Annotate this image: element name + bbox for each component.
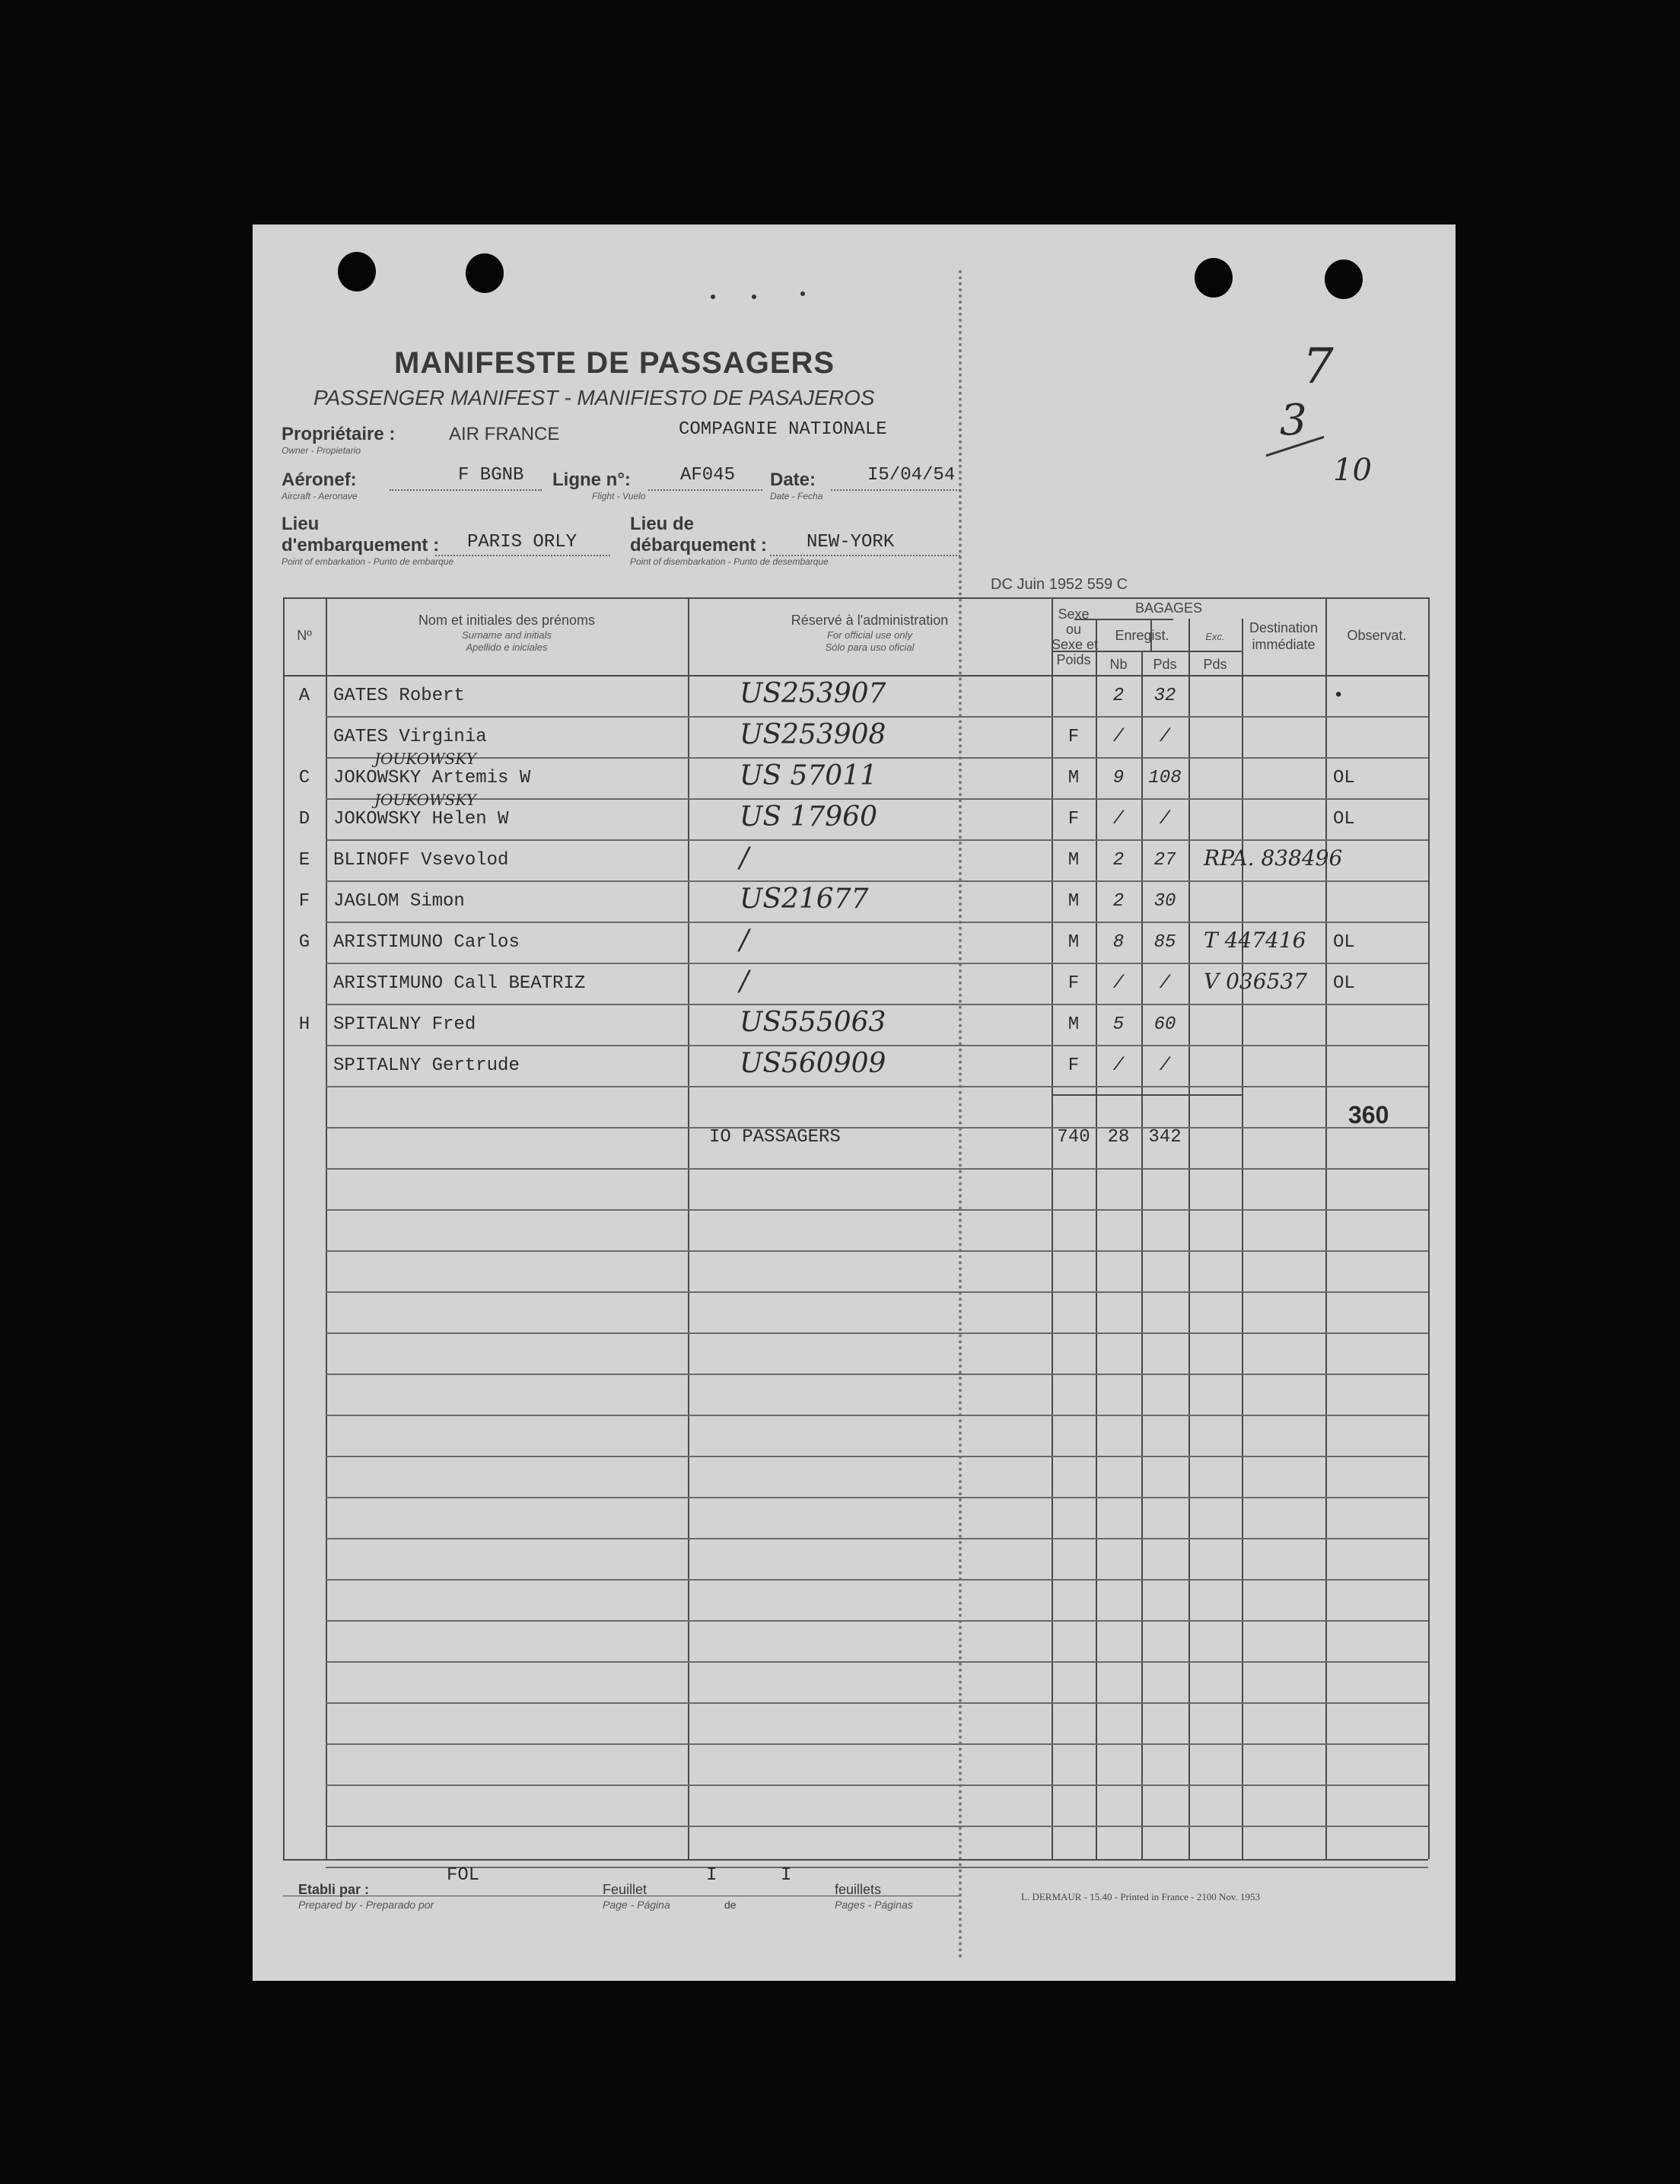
owner-value: AIR FRANCE	[449, 424, 560, 444]
row-divider	[326, 1538, 1428, 1539]
col-no: Nº	[297, 628, 312, 643]
col-pds: Pds	[1153, 657, 1177, 672]
row-divider	[326, 1867, 1428, 1868]
row-divider	[326, 839, 1428, 841]
form-title: MANIFESTE DE PASSAGERS	[394, 346, 835, 380]
col-name-sub2: Apellido e iniciales	[466, 642, 548, 653]
row-divider	[326, 1661, 1428, 1663]
prepared-sublabel: Prepared by - Preparado por	[298, 1899, 434, 1911]
sheet-label: Feuillet	[603, 1882, 648, 1897]
row-divider	[326, 1702, 1428, 1704]
row-divider	[326, 880, 1428, 882]
col-registered: Enregist.	[1115, 628, 1169, 643]
row-divider	[326, 1374, 1428, 1375]
col-sex-3: Sexe et	[1052, 637, 1099, 652]
baggage-weight: /	[1159, 973, 1171, 994]
row-divider	[326, 1497, 1428, 1498]
disembark-value: NEW-YORK	[807, 532, 895, 552]
row-divider	[326, 716, 1428, 718]
row-divider	[326, 1004, 1428, 1005]
passenger-name: SPITALNY Gertrude	[333, 1055, 520, 1076]
row-letter: G	[298, 932, 310, 953]
embark-label-1: Lieu	[282, 514, 320, 534]
passenger-name: JOKOWSKY Artemis W	[333, 768, 531, 788]
row-divider	[326, 1415, 1428, 1416]
baggage-count: /	[1112, 727, 1125, 747]
printer-imprint: L. DERMAUR - 15.40 - Printed in France - 2100 Nov. 1953	[1021, 1891, 1261, 1902]
row-divider	[326, 1784, 1428, 1786]
row-divider	[326, 1826, 1428, 1827]
col-sex-2: ou	[1065, 622, 1082, 637]
remarks: •	[1333, 686, 1344, 706]
punch-hole	[338, 252, 376, 291]
baggage-weight: 108	[1148, 768, 1182, 788]
form-reference: DC Juin 1952 559 C	[991, 576, 1128, 593]
passport-number: /	[740, 842, 749, 874]
col-excess-1: Exc.	[1205, 631, 1225, 642]
passenger-sex: M	[1068, 932, 1080, 953]
disembark-sublabel: Point of disembarkation - Punto de desembarque	[630, 556, 829, 567]
passenger-name: ARISTIMUNO Call BEATRIZ	[333, 973, 586, 994]
handwritten-total: 10	[1333, 453, 1372, 488]
row-letter: D	[298, 809, 310, 829]
punch-hole	[1325, 259, 1363, 299]
passenger-name: ARISTIMUNO Carlos	[333, 932, 520, 953]
handwritten-count: 3	[1280, 396, 1307, 445]
passport-number: US555063	[740, 1007, 886, 1038]
of-label: de	[724, 1899, 737, 1911]
col-admin-sub2: Sólo para uso oficial	[825, 642, 915, 653]
row-letter: C	[298, 768, 310, 788]
col-remarks: Observat.	[1347, 628, 1407, 643]
col-admin: Réservé à l'administration	[791, 613, 949, 628]
baggage-weight: /	[1159, 1055, 1171, 1076]
passport-number: US 17960	[740, 801, 877, 833]
flight-value: AF045	[680, 465, 736, 486]
sheet-sublabel: Page - Página	[603, 1899, 670, 1911]
totals-remarks: 360	[1348, 1101, 1389, 1129]
row-divider	[326, 798, 1428, 800]
col-sex-4: Poids	[1056, 652, 1091, 667]
of-value: I	[781, 1865, 792, 1886]
row-divider	[326, 1620, 1428, 1622]
row-divider	[326, 1332, 1428, 1334]
passenger-sex: F	[1068, 973, 1080, 994]
col-name: Nom et initiales des prénoms	[418, 613, 596, 628]
fold-line	[959, 270, 962, 1960]
form-subtitle: PASSENGER MANIFEST - MANIFIESTO DE PASAJEROS	[313, 386, 875, 409]
destination-note: V 036537	[1204, 969, 1308, 994]
passenger-name: JAGLOM Simon	[333, 891, 465, 912]
row-divider	[326, 963, 1428, 964]
passenger-name: GATES Virginia	[333, 727, 487, 747]
passenger-name: JOKOWSKY Helen W	[333, 809, 509, 829]
owner-sublabel: Owner - Propietario	[282, 445, 361, 456]
col-destination-2: immédiate	[1252, 637, 1316, 652]
punch-hole	[1195, 258, 1233, 298]
sheets-label: feuillets	[835, 1882, 882, 1897]
baggage-weight: /	[1159, 809, 1171, 829]
passport-number: US253908	[740, 719, 886, 750]
row-divider	[326, 1291, 1428, 1293]
passport-number: US 57011	[740, 760, 877, 791]
owner-label: Propriétaire :	[282, 424, 396, 444]
row-divider	[326, 1168, 1428, 1170]
date-sublabel: Date - Fecha	[770, 491, 823, 501]
disembark-label-2: débarquement :	[630, 535, 768, 556]
baggage-count: /	[1112, 973, 1125, 994]
remarks: OL	[1333, 973, 1355, 994]
col-sex-1: Sexe	[1058, 606, 1090, 622]
embark-value: PARIS ORLY	[467, 532, 578, 552]
col-name-sub1: Surname and initials	[462, 629, 552, 641]
date-label: Date:	[770, 470, 816, 490]
baggage-weight: 32	[1153, 686, 1176, 706]
row-divider	[326, 1250, 1428, 1252]
totals-label: IO PASSAGERS	[709, 1127, 841, 1148]
baggage-weight: /	[1159, 727, 1171, 747]
row-divider	[326, 1045, 1428, 1046]
remarks: OL	[1333, 932, 1355, 953]
baggage-count: 2	[1112, 891, 1125, 912]
col-nb: Nb	[1109, 657, 1128, 672]
row-divider	[326, 757, 1428, 759]
remarks: OL	[1333, 809, 1355, 829]
passenger-name: GATES Robert	[333, 686, 465, 706]
manifest-sheet	[253, 224, 1456, 1981]
company-value: COMPAGNIE NATIONALE	[679, 419, 887, 440]
row-letter: H	[298, 1014, 310, 1035]
passenger-name: BLINOFF Vsevolod	[333, 850, 509, 871]
baggage-count: 2	[1112, 686, 1125, 706]
row-letter: E	[298, 850, 310, 871]
row-letter: A	[298, 686, 310, 706]
baggage-count: 8	[1112, 932, 1125, 953]
col-admin-sub1: For official use only	[827, 629, 912, 641]
passport-number: US253907	[740, 678, 886, 709]
row-divider	[326, 1086, 1428, 1087]
baggage-count: 5	[1112, 1014, 1125, 1035]
passport-number: /	[740, 925, 749, 956]
baggage-count: 2	[1112, 850, 1125, 871]
row-letter: F	[298, 891, 310, 912]
prepared-label: Etabli par :	[298, 1882, 370, 1897]
col-destination-1: Destination	[1249, 620, 1319, 635]
row-divider	[326, 1456, 1428, 1457]
embark-label-2: d'embarquement :	[282, 535, 440, 556]
passport-number: /	[740, 966, 749, 997]
baggage-count: 9	[1112, 768, 1125, 788]
sheet-value: I	[706, 1865, 718, 1886]
remarks: OL	[1333, 768, 1355, 788]
handwritten-page-number: 7	[1303, 339, 1334, 395]
passport-number: US21677	[740, 883, 869, 915]
totals-nb: 28	[1107, 1127, 1130, 1148]
baggage-weight: 27	[1153, 850, 1176, 871]
totals-weight: 740	[1057, 1127, 1090, 1148]
name-correction: JOUKOWSKY	[374, 791, 476, 809]
prepared-value: FOL	[447, 1865, 480, 1886]
flight-label: Ligne n°:	[552, 470, 631, 490]
embark-sublabel: Point of embarkation - Punto de embarque	[282, 556, 454, 567]
passenger-sex: M	[1068, 1014, 1080, 1035]
passenger-sex: F	[1068, 1055, 1080, 1076]
punch-hole	[466, 253, 504, 293]
passenger-sex: M	[1068, 891, 1080, 912]
row-divider	[326, 1579, 1428, 1581]
name-correction: JOUKOWSKY	[374, 750, 476, 768]
row-divider	[326, 1743, 1428, 1745]
passenger-sex: M	[1068, 768, 1080, 788]
passenger-sex: F	[1068, 727, 1080, 747]
aircraft-label: Aéronef:	[282, 470, 357, 490]
disembark-label-1: Lieu de	[630, 514, 695, 534]
row-divider	[326, 922, 1428, 923]
row-divider	[326, 1209, 1428, 1211]
passenger-sex: M	[1068, 850, 1080, 871]
aircraft-value: F BGNB	[458, 465, 524, 486]
sheets-sublabel: Pages - Páginas	[835, 1899, 913, 1911]
aircraft-sublabel: Aircraft - Aeronave	[282, 491, 358, 501]
flight-sublabel: Flight - Vuelo	[592, 491, 646, 501]
col-baggage: BAGAGES	[1134, 600, 1203, 616]
baggage-weight: 60	[1153, 1014, 1176, 1035]
baggage-weight: 30	[1153, 891, 1176, 912]
col-excess-2: Pds	[1203, 657, 1227, 672]
baggage-count: /	[1112, 809, 1125, 829]
destination-note: RPA. 838496	[1204, 845, 1343, 871]
destination-note: T 447416	[1204, 928, 1306, 953]
baggage-count: /	[1112, 1055, 1125, 1076]
row-divider	[326, 1127, 1428, 1129]
totals-pds: 342	[1148, 1127, 1182, 1148]
passenger-name: SPITALNY Fred	[333, 1014, 476, 1035]
date-value: I5/04/54	[867, 465, 956, 486]
passport-number: US560909	[740, 1048, 886, 1079]
passenger-sex: F	[1068, 809, 1080, 829]
baggage-weight: 85	[1153, 932, 1176, 953]
